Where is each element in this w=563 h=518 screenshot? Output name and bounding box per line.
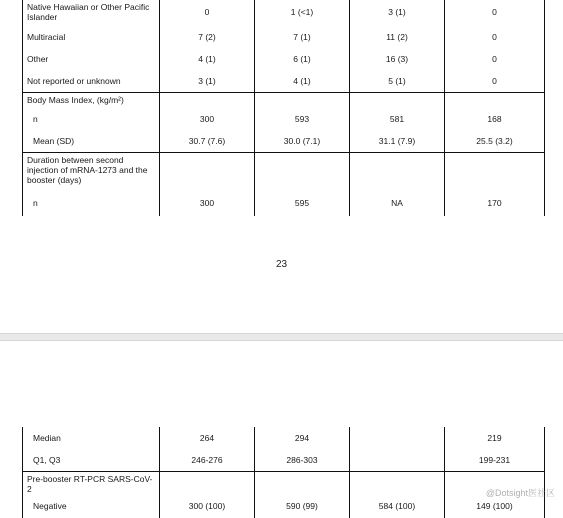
table-row: [23, 427, 545, 449]
cell: 300: [160, 108, 255, 130]
section-header-duration: Duration between second injection of mRNA-1273 and the booster (days): [23, 152, 160, 190]
cell: [350, 427, 445, 449]
row-label: Multiracial: [23, 26, 160, 48]
cell: 7 (2): [160, 26, 255, 48]
table-row: [23, 0, 545, 26]
cell: 4 (1): [160, 48, 255, 70]
row-label: Q1, Q3: [23, 449, 160, 471]
cell: 5 (1): [350, 70, 445, 92]
row-label: Median: [23, 427, 160, 449]
table-row: [23, 108, 545, 130]
table-row: [23, 48, 545, 70]
watermark: @Dotsight医社区: [485, 488, 555, 498]
cell: 199-231: [445, 449, 545, 471]
row-label: n: [23, 190, 160, 216]
cell: 584 (100): [350, 494, 445, 518]
cell: 300: [160, 190, 255, 216]
cell: 11 (2): [350, 26, 445, 48]
cell: 170: [445, 190, 545, 216]
page-number: 23: [275, 259, 288, 270]
cell: [350, 449, 445, 471]
cell: 595: [255, 190, 350, 216]
cell: 0: [160, 0, 255, 26]
table-row: [23, 26, 545, 48]
row-label: Negative: [23, 494, 160, 518]
cell: 3 (1): [350, 0, 445, 26]
cell: 25.5 (3.2): [445, 130, 545, 152]
row-label: Other: [23, 48, 160, 70]
cell: 286-303: [255, 449, 350, 471]
cell: 16 (3): [350, 48, 445, 70]
section-header-row: [23, 92, 545, 108]
row-label: n: [23, 108, 160, 130]
cell: 0: [445, 70, 545, 92]
cell: 0: [445, 26, 545, 48]
cell: 31.1 (7.9): [350, 130, 445, 152]
table-row: [23, 70, 545, 92]
section-header-rtpcr: Pre-booster RT-PCR SARS-CoV-2: [23, 471, 160, 494]
cell: 593: [255, 108, 350, 130]
cell: 264: [160, 427, 255, 449]
cell: 219: [445, 427, 545, 449]
row-label: Native Hawaiian or Other Pacific Islander: [23, 0, 160, 26]
cell: 581: [350, 108, 445, 130]
cell: 30.7 (7.6): [160, 130, 255, 152]
cell: 300 (100): [160, 494, 255, 518]
cell: 0: [445, 0, 545, 26]
cell: 30.0 (7.1): [255, 130, 350, 152]
section-header-row: [23, 471, 545, 494]
demographics-table-continued: [22, 427, 545, 518]
row-label: Not reported or unknown: [23, 70, 160, 92]
table-row: [23, 449, 545, 471]
cell: 7 (1): [255, 26, 350, 48]
cell: 149 (100): [445, 494, 545, 518]
cell: NA: [350, 190, 445, 216]
table-row: [23, 494, 545, 518]
section-header-bmi: Body Mass Index, (kg/m²): [23, 92, 160, 108]
document-page-bottom: [0, 341, 563, 511]
row-label: Mean (SD): [23, 130, 160, 152]
page-separator: [0, 333, 563, 341]
cell: 3 (1): [160, 70, 255, 92]
cell: 168: [445, 108, 545, 130]
cell: 246-276: [160, 449, 255, 471]
cell: 4 (1): [255, 70, 350, 92]
demographics-table: [22, 0, 545, 216]
cell: 294: [255, 427, 350, 449]
table-row: [23, 190, 545, 216]
section-header-row: [23, 152, 545, 190]
cell: 6 (1): [255, 48, 350, 70]
table-row: [23, 130, 545, 152]
cell: 1 (<1): [255, 0, 350, 26]
cell: 0: [445, 48, 545, 70]
cell: 590 (99): [255, 494, 350, 518]
